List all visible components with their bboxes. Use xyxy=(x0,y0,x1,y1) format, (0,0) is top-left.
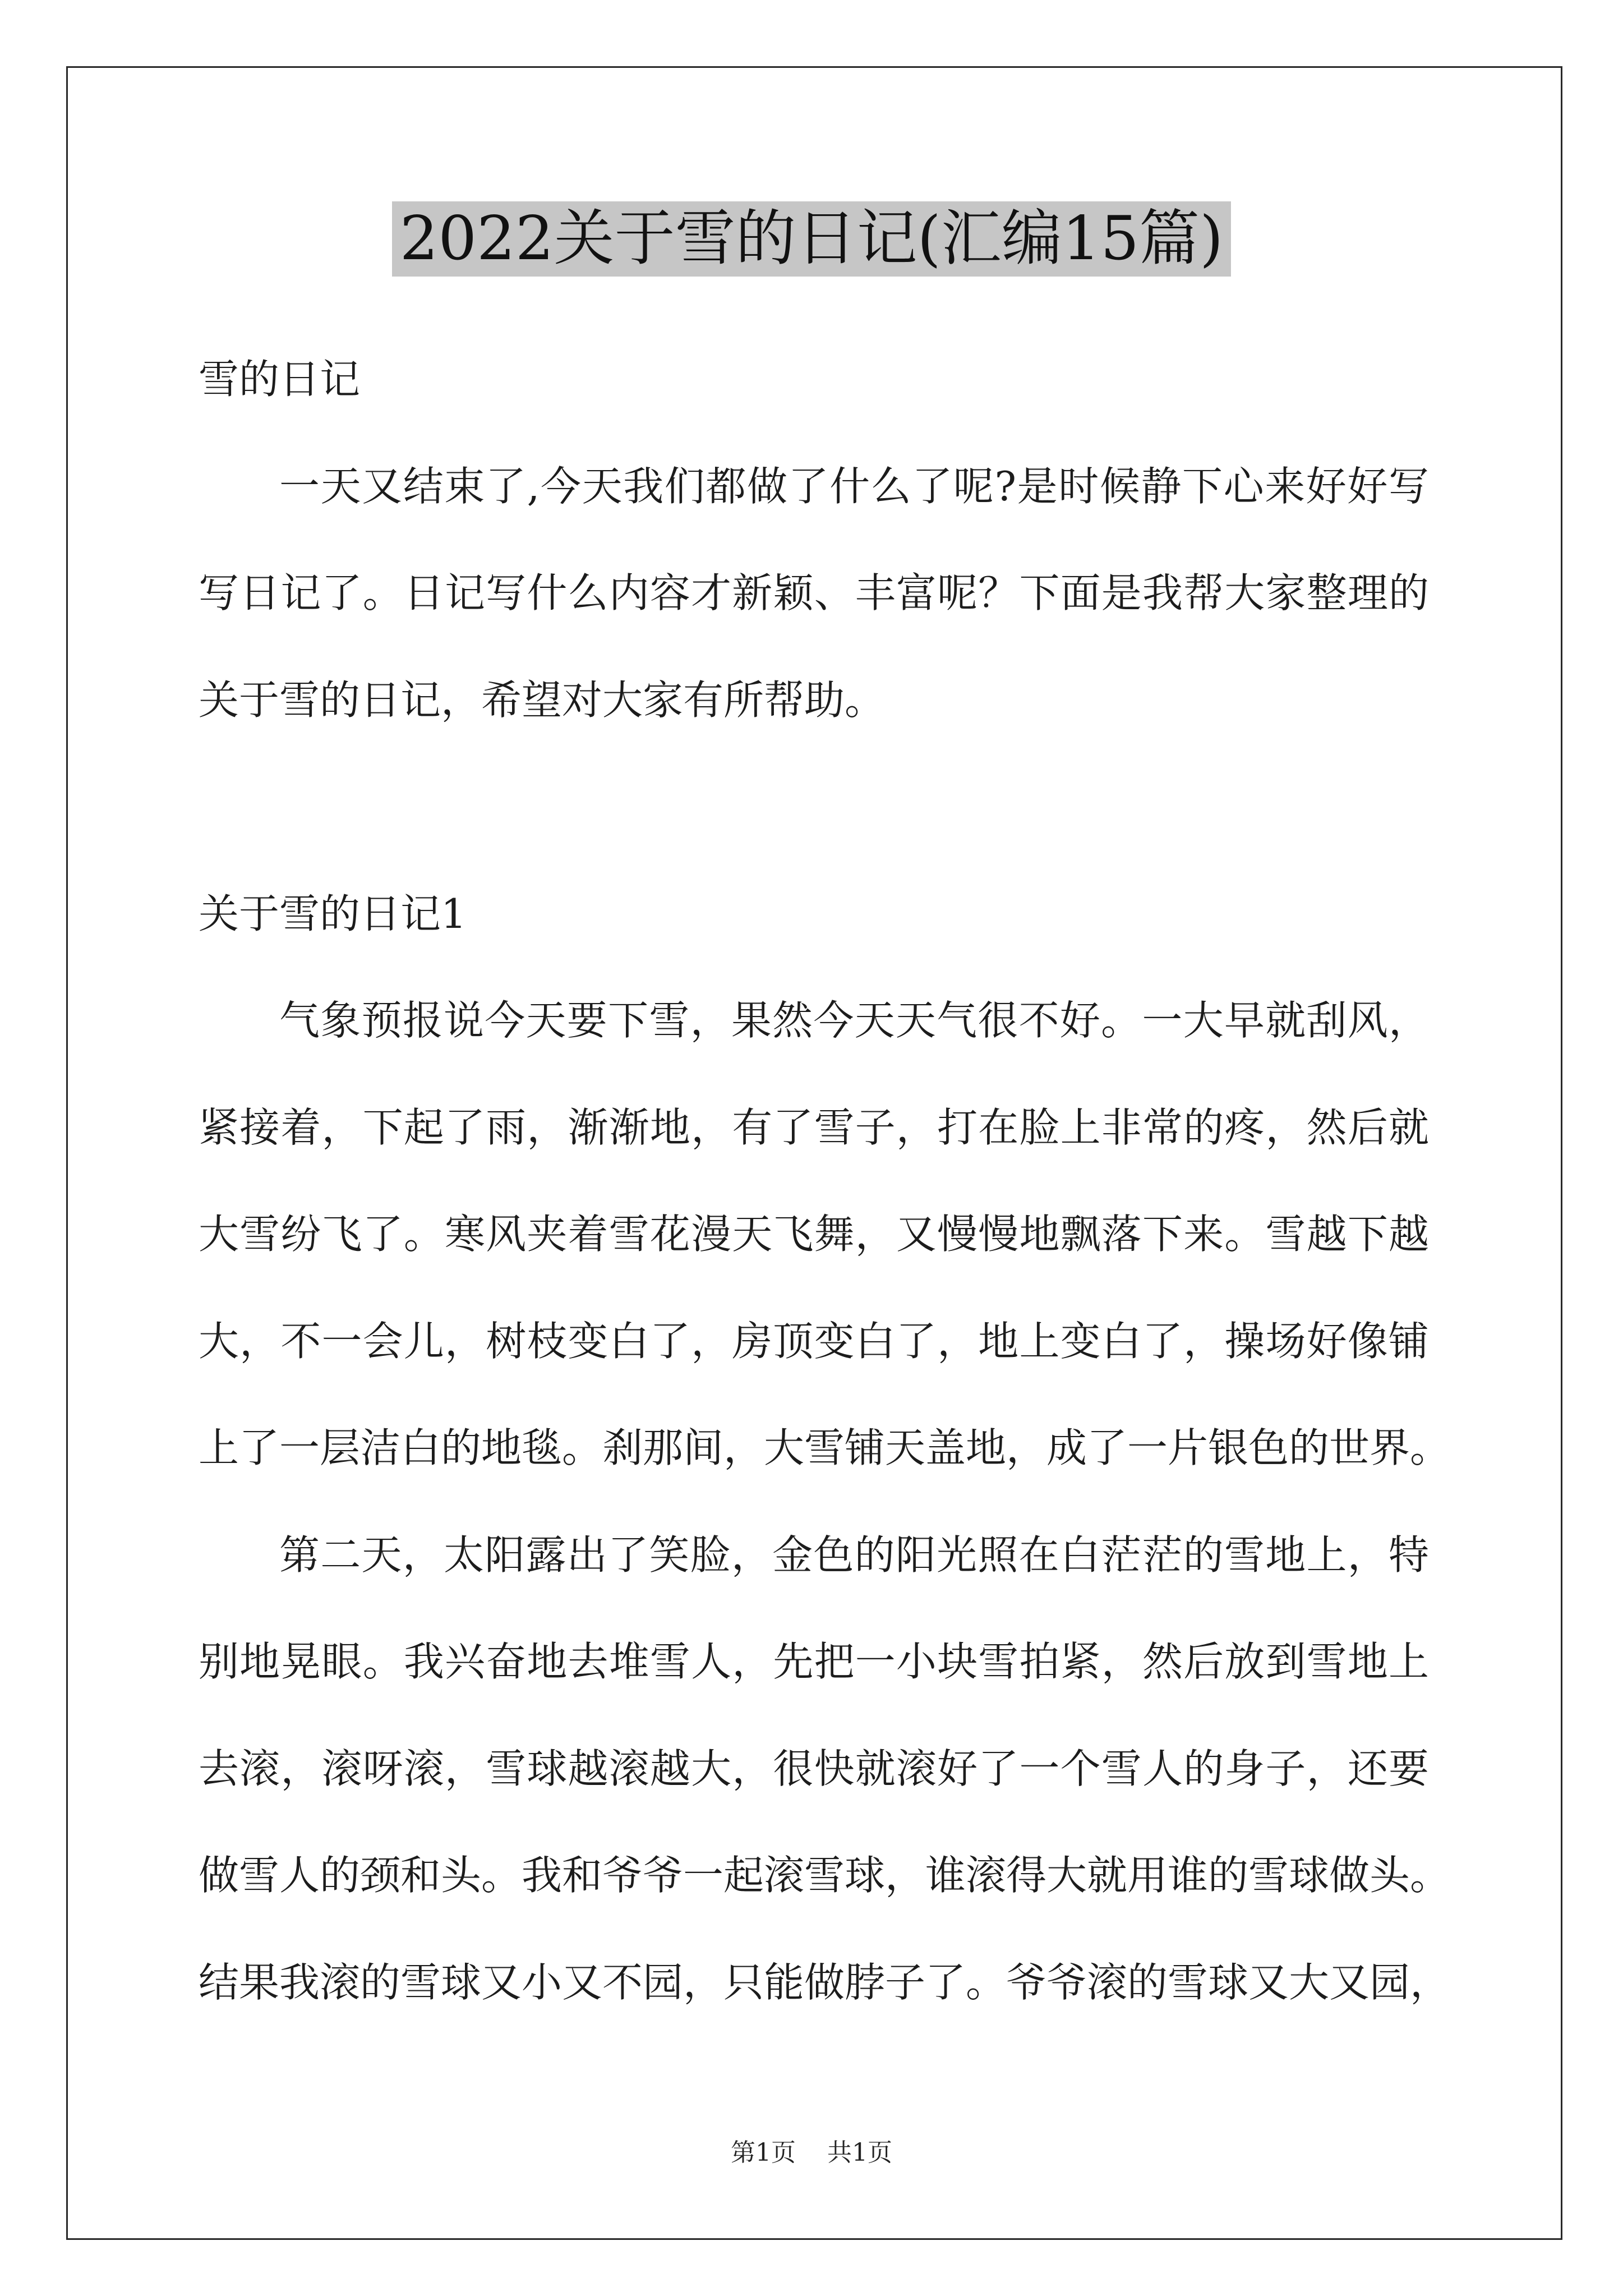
blank-line xyxy=(199,753,1429,861)
paragraph-line: 第二天，太阳露出了笑脸，金色的阳光照在白茫茫的雪地上，特 xyxy=(279,1531,1429,1579)
paragraph-line: 结果我滚的雪球又小又不园，只能做脖子了。爷爷滚的雪球又大又园， xyxy=(199,1958,1451,2006)
paragraph-line: 去滚，滚呀滚，雪球越滚越大，很快就滚好了一个雪人的身子，还要 xyxy=(199,1745,1429,1792)
page-footer xyxy=(0,2138,1623,2168)
paragraph-line: 大雪纷飞了。寒风夹着雪花漫天飞舞，又慢慢地飘落下来。雪越下越 xyxy=(199,1211,1429,1258)
paragraph-line: 做雪人的颈和头。我和爷爷一起滚雪球，谁滚得大就用谁的雪球做头。 xyxy=(199,1852,1451,1899)
intro-line: 写日记了。日记写什么内容才新颖、丰富呢？下面是我帮大家整理的 xyxy=(199,569,1429,616)
intro-line: 一天又结束了,今天我们都做了什么了呢?是时候静下心来好好写 xyxy=(279,462,1429,510)
page-number: 第1页 xyxy=(731,2138,796,2167)
paragraph-line: 大，不一会儿，树枝变白了，房顶变白了，地上变白了，操场好像铺 xyxy=(199,1317,1429,1365)
document-title: 2022关于雪的日记(汇编15篇) xyxy=(392,201,1232,277)
paragraph-line: 别地晃眼。我兴奋地去堆雪人，先把一小块雪拍紧，然后放到雪地上 xyxy=(199,1638,1429,1685)
intro-line: 关于雪的日记，希望对大家有所帮助。 xyxy=(199,676,886,724)
document-body xyxy=(199,326,1451,2036)
entry-heading: 关于雪的日记1 xyxy=(199,890,467,937)
paragraph-line: 紧接着，下起了雨，渐渐地，有了雪子，打在脸上非常的疼，然后就 xyxy=(199,1103,1429,1151)
intro-heading: 雪的日记 xyxy=(199,356,361,403)
paragraph-line: 上了一层洁白的地毯。刹那间，大雪铺天盖地，成了一片银色的世界。 xyxy=(199,1424,1451,1471)
paragraph-line: 气象预报说今天要下雪，果然今天天气很不好。一大早就刮风， xyxy=(279,997,1429,1044)
page-total: 共1页 xyxy=(827,2138,892,2167)
title-area xyxy=(0,201,1623,277)
